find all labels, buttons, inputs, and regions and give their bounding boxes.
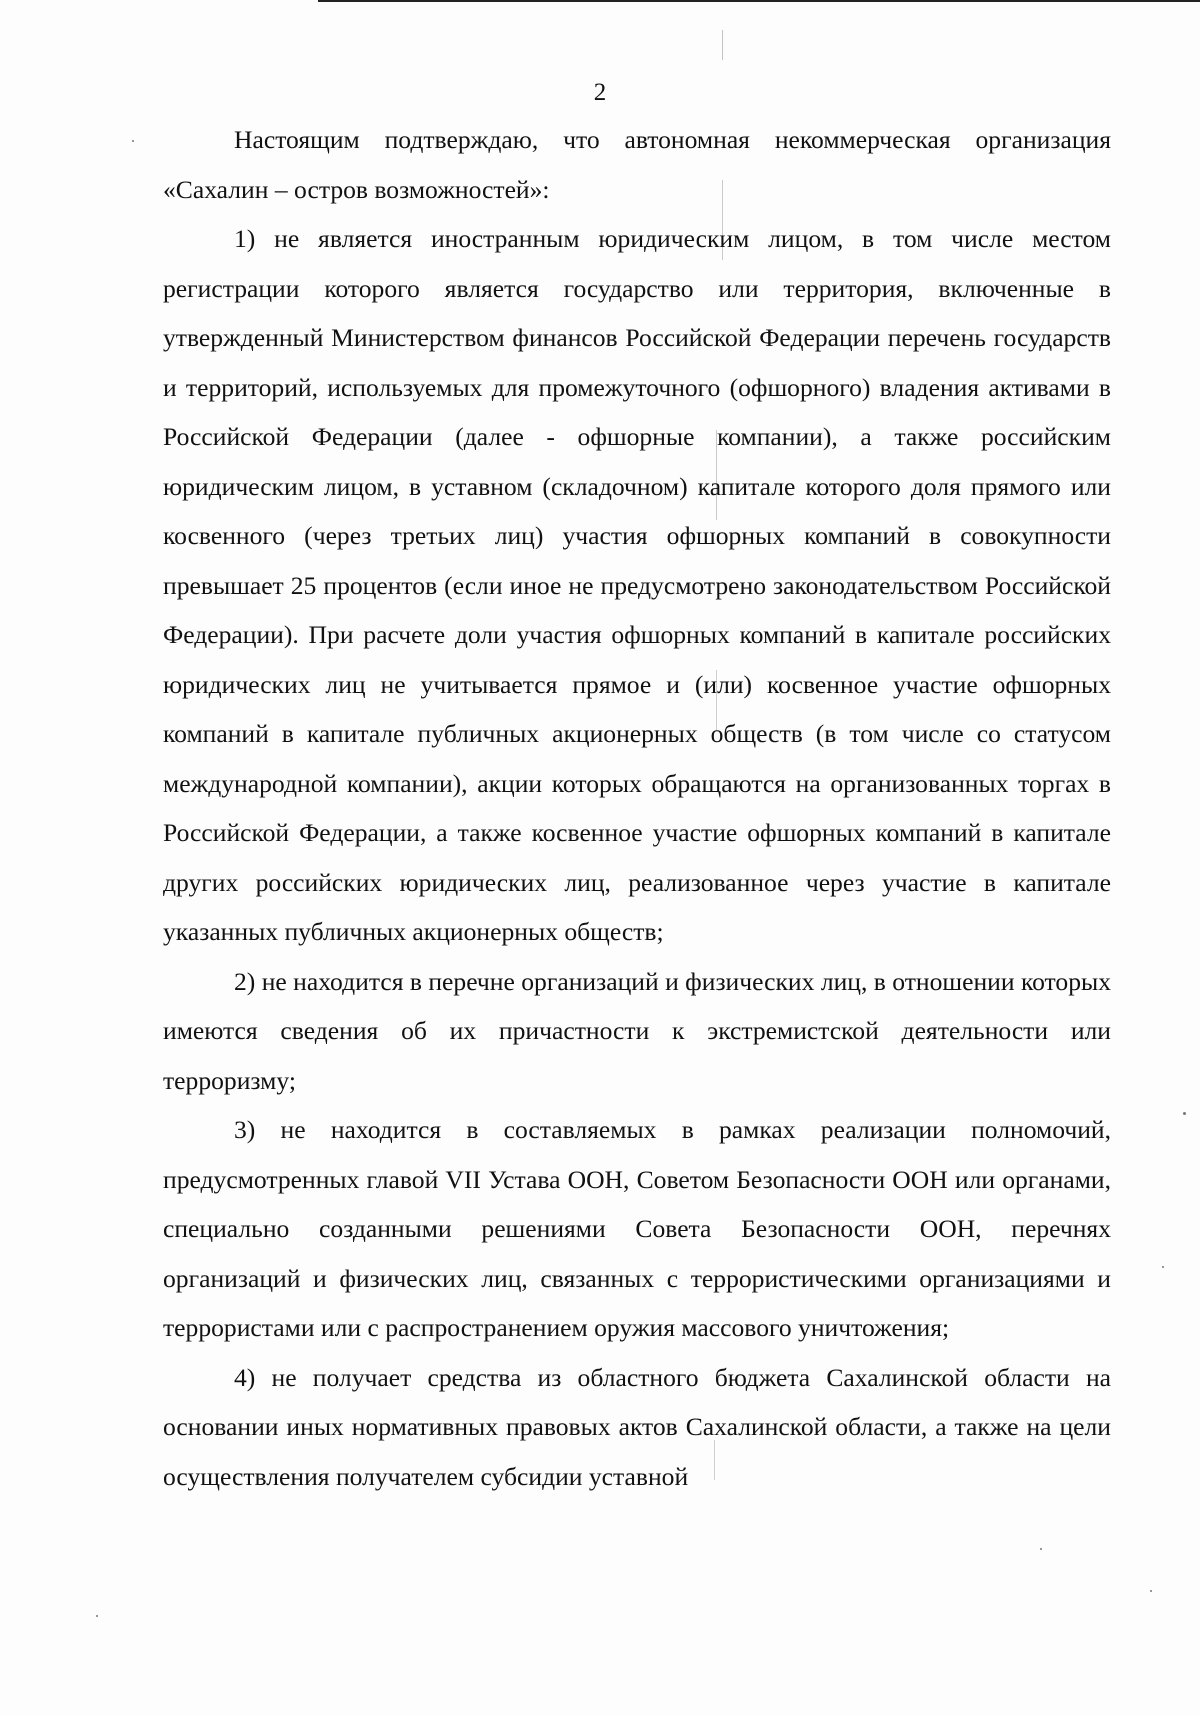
scan-speck — [1150, 1590, 1152, 1592]
paragraph-item-2: 2) не находится в перечне организаций и физических лиц, в отношении которых имеются сведения об их причастности к экстремистской деятельности или терроризму; — [163, 966, 1111, 1095]
paragraph-item-3: 3) не находится в составляемых в рамках реализации полномочий, предусмотренных главой VII Устава ООН, Советом Безопасности ООН или органами, специально созданными решениями Совета Безопасности ООН, перечнях организаций и физических лиц, связанных с террористическими организациями и террористами или с распространением оружия массового уничтожения; — [163, 1115, 1111, 1342]
scan-fold-line — [722, 30, 723, 60]
scan-speck — [1040, 1548, 1042, 1550]
paragraph-intro: Настоящим подтверждаю, что автономная некоммерческая организация «Сахалин – остров возможностей»: — [163, 125, 1111, 204]
scan-speck — [96, 1615, 98, 1617]
page-number: 2 — [593, 79, 607, 106]
scan-speck — [132, 140, 134, 142]
paragraph-item-1: 1) не является иностранным юридическим лицом, в том числе местом регистрации которого является государство или территория, включенные в утвержденный Министерством финансов Российской Федерации перечень государств и территорий, используемых для промежуточного (офшорного) владения активами в Российской Федерации (далее - офшорные компании), а также российским юридическим лицом, в уставном (складочном) капитале которого доля прямого или косвенного (через третьих лиц) участия офшорных компаний в совокупности превышает 25 процентов (если иное не предусмотрено законодательством Российской Федерации). При расчете доли участия офшорных компаний в капитале российских юридических лиц не учитывается прямое и (или) косвенное участие офшорных компаний в капитале публичных акционерных обществ (в том числе со статусом международной компании), акции которых обращаются на организованных торгах в Российской Федерации, а также косвенное участие офшорных компаний в капитале других российских юридических лиц, реализованное через участие в капитале указанных публичных акционерных обществ; — [163, 224, 1111, 946]
scan-speck — [1162, 1266, 1164, 1268]
scan-speck — [1183, 1112, 1186, 1115]
paragraph-item-4: 4) не получает средства из областного бюджета Сахалинской области на основании иных нормативных правовых актов Сахалинской области, а также на цели осуществления получателем субсидии уставной — [163, 1362, 1111, 1491]
document-body — [163, 115, 1111, 1501]
top-border-line — [318, 0, 1200, 2]
